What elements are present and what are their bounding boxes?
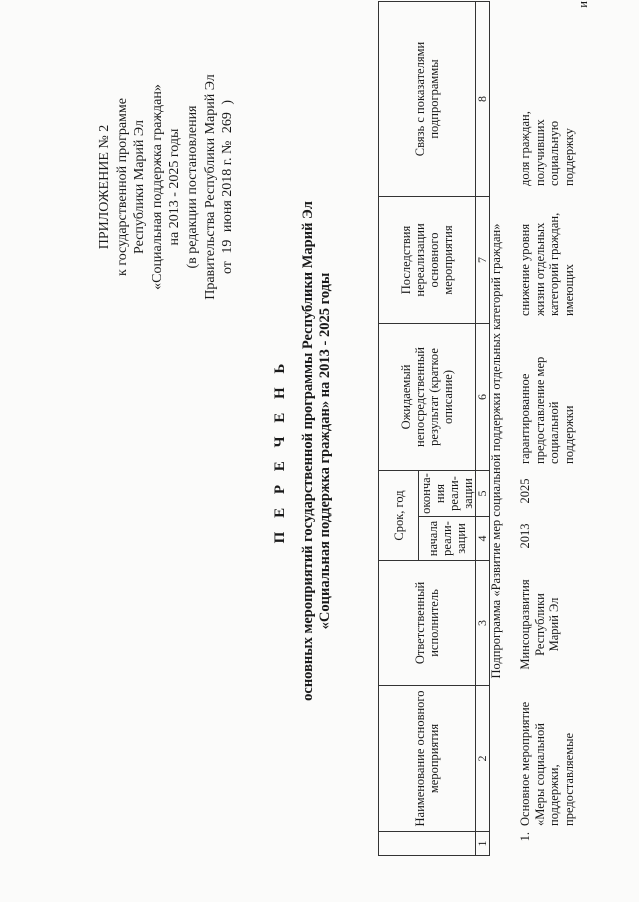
row-link-line: доля граждан, [518,111,532,186]
appendix-line: «Социальная поддержка граждан» [149,84,165,290]
decree-number: 269 [220,112,236,134]
column-number: 7 [476,197,490,324]
appendix-line: к государственной программе [114,98,130,276]
row-result-line: предоставление мер [532,356,547,464]
header-link: Связь с показателями подпрограммы [379,2,476,197]
appendix-line: Республики Марий Эл [132,120,148,254]
decree-day: 19 [220,239,236,254]
row-consequences [518,198,576,316]
row-link-tail: и [576,1,590,8]
row-link-line: социальную [547,120,561,186]
column-number: 3 [476,561,490,686]
column-number: 6 [476,324,490,471]
row-name-line: предоставляемые [561,732,576,826]
header-number [379,832,476,856]
header-term: Срок, год [379,471,419,561]
subtitle-line: «Социальная поддержка граждан» на 2013 - 2025 годы [317,272,333,630]
appendix-line: ПРИЛОЖЕНИЕ № 2 [97,124,112,250]
decree-close: ) [220,100,236,105]
row-consequences-line: снижение уровня [518,223,532,316]
header-result: Ожидаемый непосредственный результат (краткое описание) [379,324,476,471]
header-name: Наименование основного мероприятия [379,686,476,832]
row-result [518,329,576,464]
decree-from: от [220,261,236,275]
row-name-line: Основное мероприятие [518,701,532,826]
measures-table-header [378,1,490,856]
header-consequences: Последствия нереализации основного мероприятия [379,197,476,324]
appendix-line: на 2013 - 2025 годы [167,128,183,246]
column-number: 4 [476,517,490,561]
row-name-line: «Меры социальной [532,723,547,826]
row-link [518,16,576,186]
row-consequences-line: жизни отдельных [532,222,547,316]
row-executor [518,567,562,682]
row-link-line: получивших [532,119,547,186]
row-result-line: поддержки [561,405,576,464]
row-name-line: поддержки, [547,764,561,826]
document-title: П Е Р Е Ч Е Н Ь [272,358,288,544]
appendix-block [96,32,237,342]
subtitle-line: основных мероприятий государственной программы Республики Марий Эл [300,201,316,701]
row-executor-line: Республики [532,593,547,656]
row-end-year: 2025 [518,478,532,504]
row-result-line: гарантированное [518,373,532,464]
row-executor-line: Марий Эл [547,597,561,652]
column-number: 1 [476,832,490,856]
decree-month-year: июня 2018 г. № [220,140,236,233]
row-link-line: поддержку [561,128,576,186]
appendix-line: (в редакции постановления [184,105,200,269]
row-executor-line: Минсоцразвития [518,579,532,670]
row-consequences-line: имеющих [561,263,576,316]
column-number: 2 [476,686,490,832]
document-subtitle [300,0,334,902]
decree-date-line [219,32,237,342]
column-number: 8 [476,2,490,197]
row-name [518,691,576,826]
row-number: 1. [518,832,532,842]
header-end: оконча-ния реали-зации [419,471,476,517]
header-start: начала реали-зации [419,517,476,561]
row-result-line: социальной [547,401,561,464]
row-start-year: 2013 [518,523,532,549]
header-executor: Ответственный исполнитель [379,561,476,686]
row-consequences-line: категорий граждан, [547,212,561,316]
appendix-line: Правительства Республики Марий Эл [202,74,218,300]
subprogram-heading: Подпрограмма «Развитие мер социальной поддержки отдельных категорий граждан» [489,223,503,679]
column-number: 5 [476,471,490,517]
